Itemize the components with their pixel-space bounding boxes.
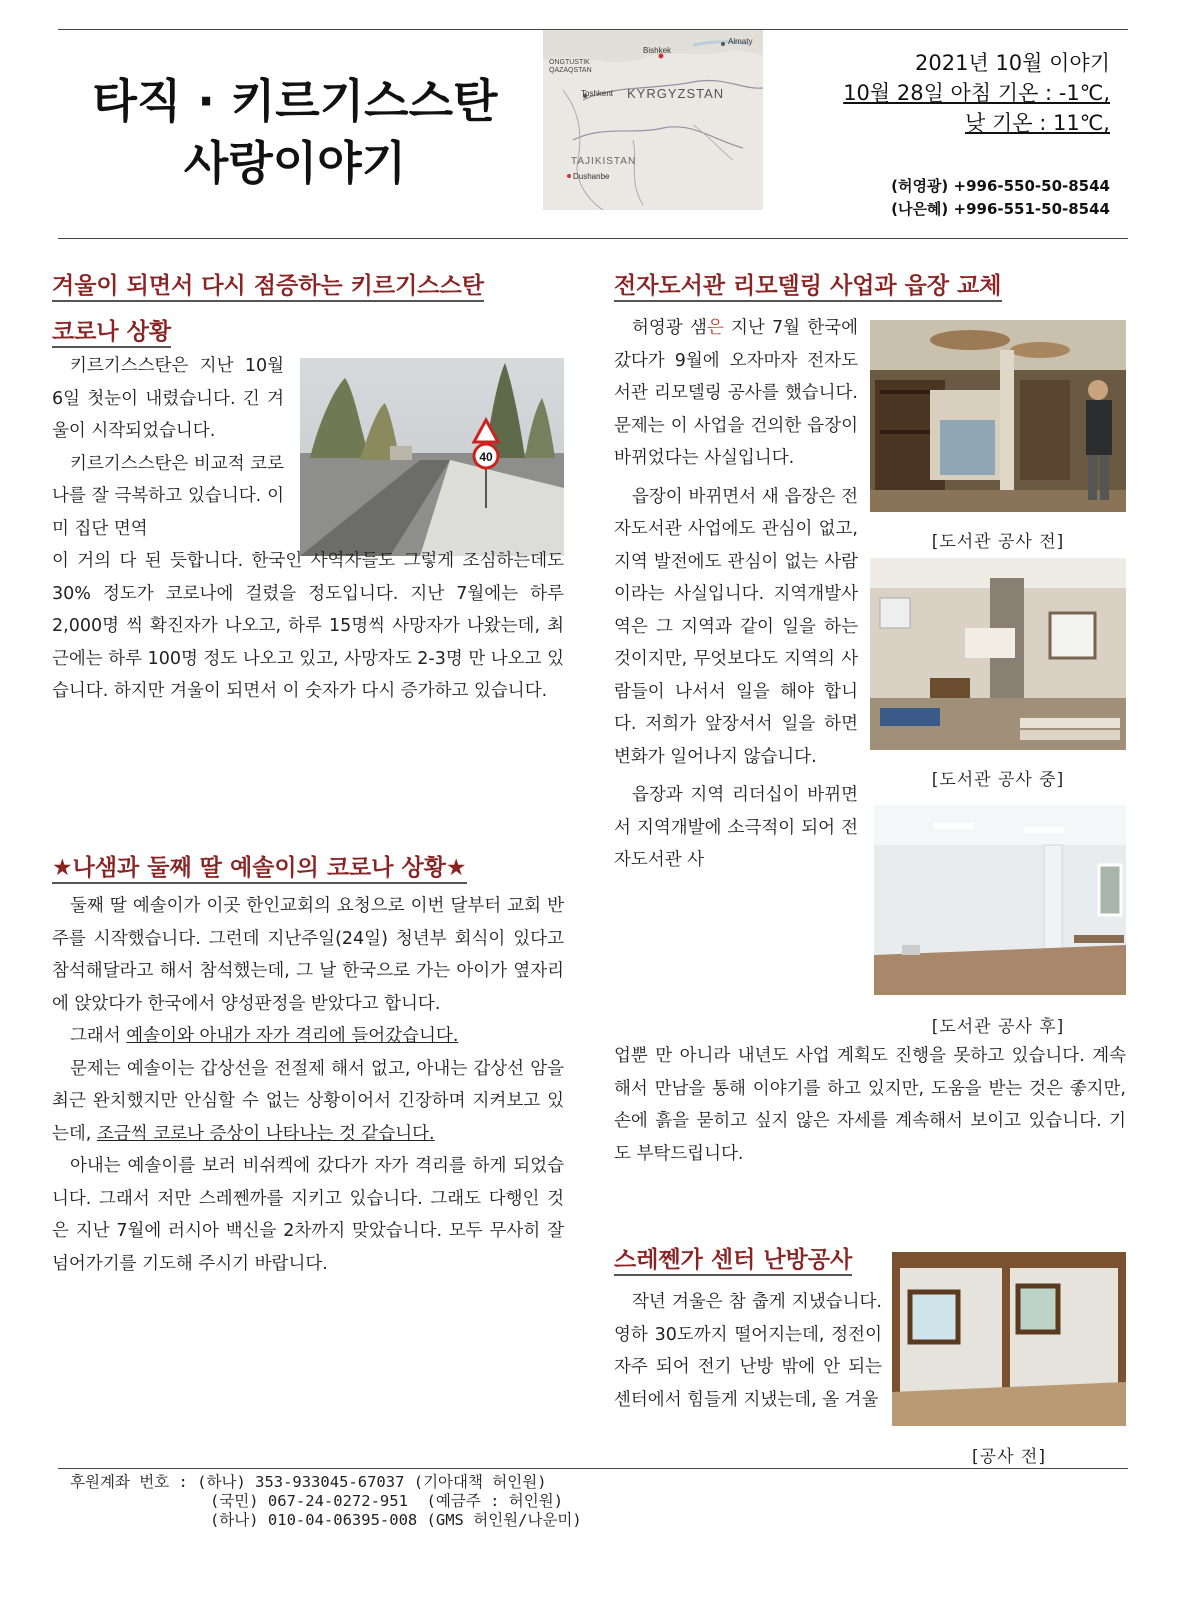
section-covid-title [52,270,572,348]
map-graphic [543,30,763,210]
issue-info [843,48,1110,138]
footer-account-1: 후원계좌 번호 : (하나) 353-933045-67037 (기아대책 허인원) [70,1473,547,1491]
family-paragraph-2-lead: 그래서 [70,1026,127,1046]
family-paragraph-2-underlined: 예솔이와 아내가 자가 격리에 들어갔습니다. [126,1026,459,1046]
sign-speed-limit: 40 [479,450,493,464]
caption-library-before: [도서관 공사 전] [931,532,1065,552]
covid-paragraph-2a: 키르기스스탄은 비교적 코로나를 잘 극복하고 있습니다. 이미 집단 면역 [52,453,284,539]
map-label-bishkek: Bishkek [643,46,672,55]
masthead-title [60,70,530,194]
library-paragraph-1-highlight: 은 [706,318,724,338]
library-paragraph-1-rest: 지난 7월 한국에 갔다가 9월에 오자마자 전자도서관 리모델링 공사를 했습니다. 문제는 이 사업을 건의한 읍장이 바뀌었다는 사실입니다. [614,318,858,468]
photo-library-during [870,558,1126,750]
section-heating-title [614,1244,904,1276]
footer-account-2: (국민) 067-24-0272-951 (예금주 : 허인원) [70,1492,564,1510]
section-covid-body [52,350,564,708]
caption-library-during: [도서관 공사 중] [931,770,1065,790]
contact-1: (허영광) +996-550-50-8544 [891,177,1110,195]
photo-center-before [892,1252,1126,1426]
photo-library-after [874,805,1126,995]
masthead-line-1: 타직 · 키르기스스탄 [92,74,498,128]
section-covid-title-line-1: 겨울이 되면서 다시 점증하는 키르기스스탄 [52,273,484,302]
header-rule [58,238,1128,239]
family-paragraph-2 [52,1020,564,1053]
library-paragraph-2: 읍장이 바뀌면서 새 읍장은 전자도서관 사업에도 관심이 없고, 지역 발전에도 관심이 없는 사람이라는 사실입니다. 지역개발사역은 그 지역과 같이 일을 하는 것이지만, 무엇보다도 지역의 사람들이 나서서 일을 해야 합니다. 저희가 앞장서서 일을 하면 변화가 일어나지 않습니다. [614,486,858,767]
section-family-title [52,852,572,884]
map-label-toshkent: Toshkent [581,89,614,98]
section-family-title-text: ★나샘과 둘째 딸 예솔이의 코로나 상황★ [52,855,467,884]
map-label-tajikistan: TAJIKISTAN [571,156,637,167]
family-paragraph-3-lead: 문제는 예솔이는 갑상선을 전절제 해서 없고, 아내는 갑상선 암을 최근 완치했지만 안심할 수 없는 상황이어서 긴장하며 지켜보고 있는데, [52,1058,564,1144]
section-covid-title-line-2: 코로나 상황 [52,319,171,348]
section-library-title [614,270,1134,302]
map-label-qazaqstan: QAZAQSTAN [549,67,592,74]
library-paragraph-3a: 읍장과 지역 리더십이 바뀌면서 지역개발에 소극적이 되어 전자도서관 사 [614,785,858,870]
map-label-ongtustik: ONGTUSTIK [549,59,590,66]
family-paragraph-3-underlined: 조금씩 코로나 증상이 나타나는 것 같습니다. [96,1123,435,1144]
photo-library-before [870,320,1126,512]
caption-library-after: [도서관 공사 후] [931,1017,1065,1037]
covid-paragraph-1: 키르기스스탄은 지난 10월 6일 첫눈이 내렸습니다. 긴 겨울이 시작되었습니다. [52,356,284,441]
map-label-almaty: Almaty [728,37,753,46]
contact-2: (나은혜) +996-551-50-8544 [891,200,1110,218]
family-paragraph-3 [52,1053,564,1151]
footer-accounts [70,1473,582,1530]
map-label-kyrgyzstan: KYRGYZSTAN [627,86,725,101]
caption-center-before: [공사 전] [972,1447,1046,1467]
section-library-title-text: 전자도서관 리모델링 사업과 읍장 교체 [614,273,1002,302]
family-paragraph-4: 아내는 예솔이를 보러 비쉬켁에 갔다가 자가 격리를 하게 되었습니다. 그래서 저만 스레쩬까를 지키고 있습니다. 그래도 다행인 것은 지난 7월에 러시아 백신을 2차까지 맞았습니다. 모두 무사히 잘 넘어가기를 기도해 주시기 바랍니다. [52,1156,564,1274]
section-heating-body [614,1286,882,1416]
map-label-dushanbe: Dushanbe [573,172,610,181]
weather-morning: 10월 28일 아침 기온 : -1℃, [843,81,1110,105]
heating-paragraph-1: 작년 겨울은 참 춥게 지냈습니다. 영하 30도까지 떨어지는데, 정전이 자주 되어 전기 난방 밖에 안 되는 센터에서 힘들게 지냈는데, 올 겨울 [614,1292,882,1410]
section-family-body [52,890,564,1280]
section-heating-title-text: 스레쩬가 센터 난방공사 [614,1247,852,1276]
issue-date: 2021년 10월 이야기 [915,51,1110,75]
footer-rule [58,1468,1128,1469]
footer-account-3: (하나) 010-04-06395-008 (GMS 허인원/나운미) [70,1511,582,1529]
library-paragraph-1-lead: 허영광 샘 [632,318,707,338]
masthead-line-2: 사랑이야기 [183,136,407,190]
library-paragraph-3b: 업뿐 만 아니라 내년도 사업 계획도 진행을 못하고 있습니다. 계속해서 만남을 통해 이야기를 하고 있지만, 도움을 받는 것은 좋지만, 손에 흙을 묻히고 싶지 않은 자세를 계속해서 보이고 있습니다. 기도 부탁드립니다. [614,1046,1126,1164]
section-library-body-narrow [614,312,858,877]
weather-day: 낮 기온 : 11℃, [965,111,1110,135]
contact-info [891,175,1110,221]
section-library-body-wide [614,1040,1126,1170]
region-map [543,30,763,210]
family-paragraph-1: 둘째 딸 예솔이가 이곳 한인교회의 요청으로 이번 달부터 교회 반주를 시작했습니다. 그런데 지난주일(24일) 청년부 회식이 있다고 참석해달라고 해서 참석했는데, 그 날 한국으로 가는 아이가 옆자리에 앉았다가 한국에서 양성판정을 받았다고 합니다. [52,896,564,1014]
library-paragraph-1 [614,312,858,475]
covid-paragraph-2b: 이 거의 다 된 듯합니다. 한국인 사역자들도 그렇게 조심하는데도 30% 정도가 코로나에 걸렸을 정도입니다. 지난 7월에는 하루 2,000명 씩 확진자가 나오고, 하루 15명씩 사망자가 나왔는데, 최근에는 하루 100명 정도 나오고 있고, 사망자도 2-3명 만 나오고 있습니다. 하지만 겨울이 되면서 이 숫자가 다시 증가하고 있습니다. [52,551,564,701]
